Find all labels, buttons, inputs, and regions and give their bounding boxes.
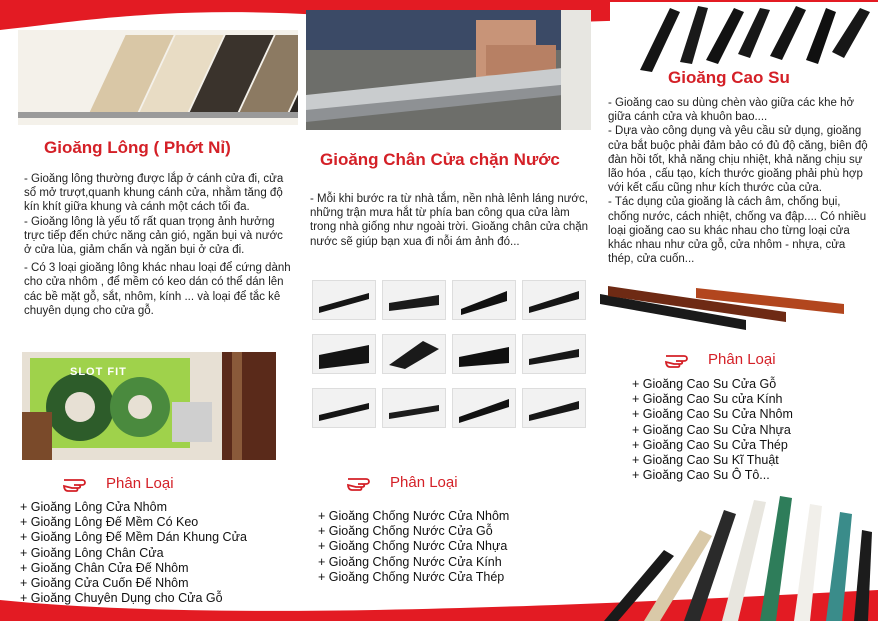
list-item: + Gioăng Cao Su cửa Kính [632,392,783,407]
product-tile [382,334,446,374]
product-tile [452,334,516,374]
brush-seal-category-label: Phân Loại [106,474,174,492]
list-item: + Gioăng Cao Su Cửa Nhôm [632,407,793,422]
pointing-hand-icon [664,350,698,368]
water-seal-product-grid [312,280,592,430]
rubber-seal-strips-photo [596,282,846,338]
water-seal-paragraph: - Mỗi khi bước ra từ nhà tắm, nền nhà lênh láng nước, những trận mưa hắt từ phía ban công qua cửa làm trong nhà giống như ngoài trời. Gioăng chân cửa chặn nước sẽ giúp bạn xua đi nỗi ám ảnh đó... [310,193,589,248]
product-tile [522,334,586,374]
rubber-seal-category-heading [664,350,776,368]
product-tile [312,388,376,428]
rubber-seal-paragraph-3: - Tác dụng của gioăng là cách âm, chống bụi, chống nước, cách nhiệt, chống va đập.... Có nhiều loại gioăng cao su khác nhau cho từng loại cửa khác nhau như cửa gỗ, cửa nhôm - nhựa, cửa thép, cửa cuốn... [608,196,867,266]
brush-seal-description [24,172,292,318]
rubber-seal-paragraph-1: - Gioăng cao su dùng chèn vào giữa các khe hở giữa cánh cửa và khuôn bao.... [608,97,855,124]
list-item: + Gioăng Cao Su Cửa Nhựa [632,422,791,437]
product-tile [452,388,516,428]
list-item: + Gioăng Cao Su Kĩ Thuật [632,453,779,468]
list-item: + Gioăng Chống Nước Cửa Nhựa [318,539,508,554]
brush-seal-category-heading [62,474,174,492]
rubber-seal-category-list [632,377,793,483]
slot-fit-label: SLOT FIT [70,366,127,378]
list-item: + Gioăng Chống Nước Cửa Nhôm [318,509,510,523]
pointing-hand-icon [346,473,380,491]
water-seal-category-heading [346,473,458,491]
rubber-seal-category-label: Phân Loại [708,350,776,368]
list-item: + Gioăng Cao Su Cửa Thép [632,437,788,452]
list-item: + Gioăng Lông Đế Mềm Dán Khung Cửa [20,530,247,545]
door-bottom-seal-photo [306,10,591,130]
list-item: + Gioăng Chống Nước Cửa Thép [318,569,505,584]
list-item: + Gioăng Lông Cửa Nhôm [20,500,167,514]
brush-seal-paragraph-2: - Gioăng lông là yếu tố rất quan trọng ảnh hưởng trực tiếp đến chức năng cản gió, ngăn bụi và nước ở cửa lùa, giảm chấn và ngăn bụi ở cửa đi. [24,215,283,257]
list-item: + Gioăng Chống Nước Cửa Gỗ [318,524,493,539]
rubber-seal-paragraph-2: - Dựa vào công dụng và yêu cầu sử dụng, gioăng cửa bắt buộc phải đảm bảo có đủ độ căng, biên độ đàn hồi tốt, khả năng chịu nhiệt, khả năng chịu sự lão hóa , cấu tạo, kích thước gioăng phải phù hợp với kết cấu cũng như kích thước của cửa. [608,125,868,195]
list-item: + Gioăng Cửa Cuốn Đế Nhôm [20,576,189,591]
rubber-seal-description [608,96,874,266]
product-tile [522,388,586,428]
water-seal-title: Gioăng Chân Cửa chặn Nước [320,150,560,169]
product-tile [452,280,516,320]
brush-seal-photo [18,30,298,125]
water-seal-category-label: Phân Loại [390,473,458,491]
list-item: + Gioăng Chống Nước Cửa Kính [318,554,502,569]
list-item: + Gioăng Lông Đế Mềm Có Keo [20,515,199,530]
brush-seal-paragraph-1: - Gioăng lông thường được lắp ở cánh cửa đi, cửa sổ mở trượt,quanh khung cánh cửa, nhằm tăng độ kín khít giữa khung và cánh một cách tối đa. [24,173,284,214]
list-item: + Gioăng Chuyên Dụng cho Cửa Gỗ [20,591,223,606]
brush-seal-paragraph-3: - Có 3 loại gioăng lông khác nhau loại để cứng dành cho cửa nhôm , để mềm có keo dán có thể dán lên các bề mặt gỗ, sắt, nhôm, kính ... và loại để tắc kê chuyên dụng cho cửa gỗ. [24,262,291,317]
pointing-hand-icon [62,474,96,492]
rubber-profiles-photo-bottom [604,490,878,621]
product-tile [312,280,376,320]
product-tile [382,388,446,428]
brush-seal-category-list [20,500,247,606]
list-item: + Gioăng Cao Su Ô Tô... [632,468,770,483]
slot-fit-product-photo [22,352,276,460]
rubber-seal-photo-top [610,2,878,74]
water-seal-category-list [318,509,509,585]
product-tile [382,280,446,320]
water-seal-description [310,192,592,249]
product-tile [312,334,376,374]
rubber-seal-title: Gioăng Cao Su [668,68,790,87]
list-item: + Gioăng Chân Cửa Đế Nhôm [20,560,189,575]
brush-seal-title: Gioăng Lông ( Phớt Nỉ) [44,138,231,157]
list-item: + Gioăng Cao Su Cửa Gỗ [632,377,777,391]
list-item: + Gioăng Lông Chân Cửa [20,545,164,560]
product-tile [522,280,586,320]
